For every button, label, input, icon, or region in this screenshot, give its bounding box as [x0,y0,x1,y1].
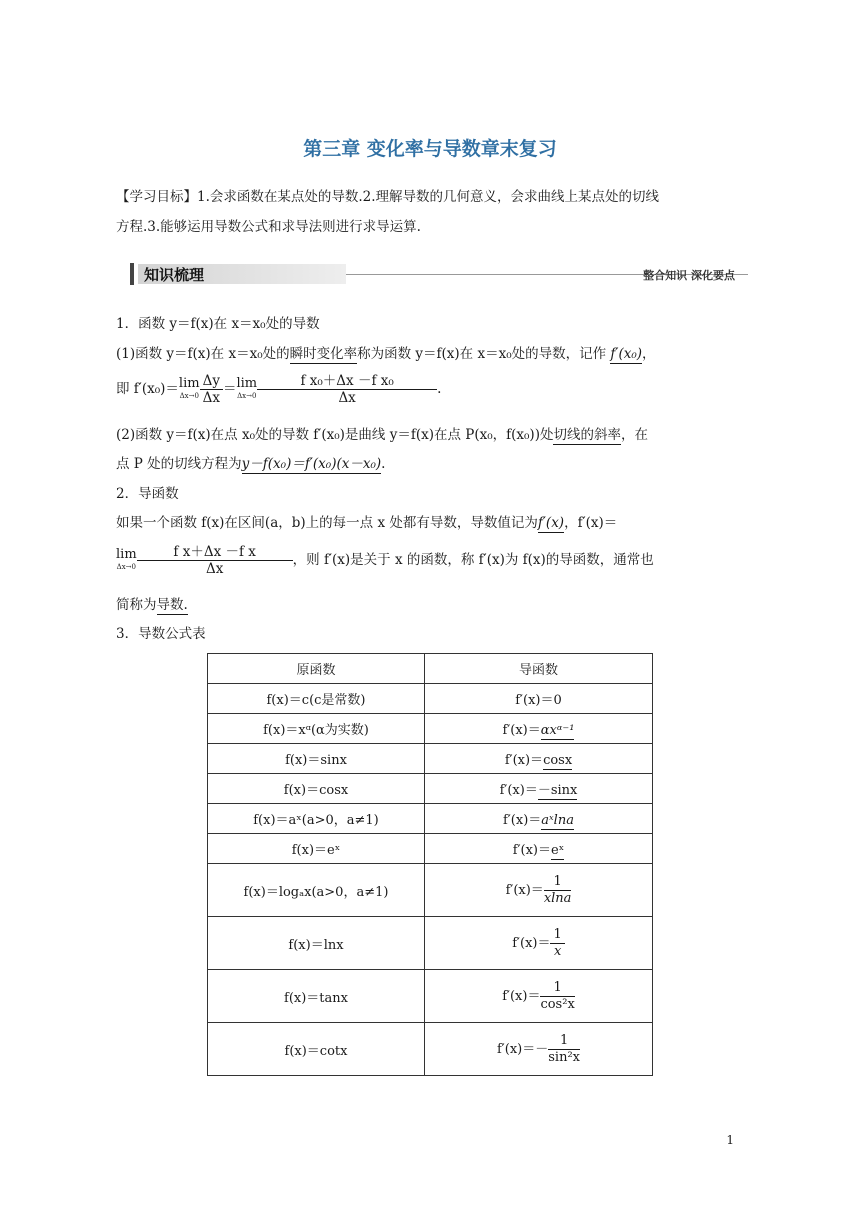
table-row [208,804,653,834]
learning-goals-label: 【学习目标】 [116,189,197,205]
table-header-cell: 导函数 [425,654,653,684]
derivative-prefix: f′(x)＝ [504,753,544,768]
fraction-denominator: xlna [543,890,572,906]
derivative-cell [425,684,653,714]
fraction-numerator: 1 [540,980,574,997]
table-row [208,864,653,917]
frac2-num: f x₀＋Δx －f x₀ [257,373,437,390]
banner-bar [130,263,134,285]
lim-3 [116,546,137,573]
derivative-prefix: f′(x)＝ [499,783,538,798]
table-row [208,744,653,774]
derivative-answer: －sinx [537,783,578,798]
original-function-cell: f(x)＝lnx [208,917,425,970]
lim-3-word: lim [116,546,137,562]
s1-p2-eq: ＝ [222,381,237,397]
derivative-answer: αxᵅ⁻¹ [540,723,575,738]
frac1-den: Δx [202,390,220,406]
fraction-derivative-function [137,544,293,577]
fraction-numerator: 1 [544,874,572,891]
s1-para3 [116,425,648,445]
s1-p4-underline: y－f(x₀)＝f′(x₀)(x－x₀) [241,456,382,472]
lim-3-cond: Δx→0 [116,562,136,571]
table-row [208,834,653,864]
derivative-prefix: f′(x)＝0 [515,693,562,708]
fraction-denominator: cos²x [540,996,575,1012]
fraction-dy-dx [200,373,223,406]
table-row [208,970,653,1023]
derivative-cell [425,744,653,774]
derivative-cell [425,834,653,864]
table-row [208,774,653,804]
table-row [208,917,653,970]
frac2-den: Δx [338,390,356,406]
s3-heading: 3．导数公式表 [116,626,206,642]
s2-para2 [116,542,654,578]
s1-p1-end: ， [642,346,656,362]
page-number: 1 [726,1133,734,1147]
s1-p2-a: 即 f′(x₀)＝ [116,381,179,397]
s1-para4 [116,454,385,474]
fraction-difference-quotient [257,373,437,406]
s1-p3-a: (2)函数 y＝f(x)在点 x₀处的导数 f′(x₀)是曲线 y＝f(x)在点 P(x₀，f(x₀))处 [116,427,554,443]
original-function-cell: f(x)＝tanx [208,970,425,1023]
derivative-prefix: f′(x)＝－ [497,1041,549,1057]
banner-label: 知识梳理 [144,266,205,284]
original-function-cell: f(x)＝cotx [208,1023,425,1076]
s1-p1-answer: f′(x₀) [610,346,643,362]
s1-p4-end: . [381,456,386,472]
lim-2-word: lim [236,375,258,391]
original-function-cell: f(x)＝cosx [208,774,425,804]
frac3-den: Δx [205,561,224,577]
fraction-numerator: 1 [550,927,564,944]
original-function-cell: f(x)＝c(c是常数) [208,684,425,714]
derivative-answer: cosx [543,753,573,768]
derivative-prefix: f′(x)＝ [512,935,551,951]
s2-heading: 2．导函数 [116,486,179,502]
s1-p1-underline: 瞬时变化率 [289,346,358,362]
frac1-num: Δy [200,373,223,390]
derivative-answer: eˣ [551,843,565,858]
learning-goals-line1 [116,187,659,207]
derivative-fraction [550,927,564,960]
derivative-answer: aˣlna [541,813,574,828]
original-function-cell: f(x)＝eˣ [208,834,425,864]
lim-1-cond: Δx→0 [179,391,199,400]
s1-p2-end: . [437,381,442,397]
table-row [208,1023,653,1076]
banner-right-text: 整合知识 深化要点 [643,269,735,282]
derivative-fraction [548,1033,580,1066]
derivative-prefix: f′(x)＝ [502,988,541,1004]
lim-1-word: lim [178,375,200,391]
s1-p4-a: 点 P 处的切线方程为 [116,456,242,472]
s1-p3-underline: 切线的斜率 [553,427,621,443]
derivative-fraction [540,980,574,1013]
derivative-cell [425,714,653,744]
derivative-fraction [544,874,572,907]
learning-goals-line2: 方程.3.能够运用导数公式和求导法则进行求导运算. [116,219,421,235]
fraction-denominator: sin²x [548,1049,580,1065]
derivative-cell [425,970,653,1023]
derivative-cell [425,804,653,834]
original-function-cell: f(x)＝sinx [208,744,425,774]
derivative-cell [425,864,653,917]
s2-para1 [116,513,617,533]
fraction-numerator: 1 [548,1033,580,1050]
page-title: 第三章 变化率与导数章末复习 [303,138,557,160]
original-function-cell: f(x)＝xᵅ(α为实数) [208,714,425,744]
derivative-cell [425,917,653,970]
s1-p1-b: 称为函数 y＝f(x)在 x＝x₀处的导数，记作 [357,346,607,362]
derivative-prefix: f′(x)＝ [512,843,552,858]
fraction-denominator: x [553,943,562,959]
s2-para3 [116,595,188,615]
derivative-formula-table [207,653,653,1076]
s2-p3-a: 简称为 [116,597,157,613]
s2-p1-b: ，f′(x)＝ [564,515,618,531]
lim-2 [236,375,258,402]
lim-2-cond: Δx→0 [237,391,257,400]
section-banner [130,261,735,287]
derivative-prefix: f′(x)＝ [502,723,541,738]
frac3-num: f x＋Δx －f x [137,544,293,561]
derivative-prefix: f′(x)＝ [505,882,544,898]
original-function-cell: f(x)＝aˣ(a>0，a≠1) [208,804,425,834]
table-header-cell: 原函数 [208,654,425,684]
s1-para2 [116,371,441,407]
s2-p2-b: ，则 f′(x)是关于 x 的函数，称 f′(x)为 f(x)的导函数，通常也 [292,552,654,568]
table-row [208,684,653,714]
derivative-cell [425,1023,653,1076]
s2-p1-underline: f′(x) [537,515,565,531]
s1-p3-b: ，在 [620,427,648,443]
derivative-cell [425,774,653,804]
table-row [208,714,653,744]
s1-para1 [116,344,656,364]
table-header-row [208,654,653,684]
s2-p1-a: 如果一个函数 f(x)在区间(a，b)上的每一点 x 处都有导数，导数值记为 [116,515,538,531]
s2-p3-underline: 导数. [156,597,188,613]
derivative-prefix: f′(x)＝ [503,813,542,828]
s1-p1-a: (1)函数 y＝f(x)在 x＝x₀处的 [116,346,290,362]
learning-goals-text1: 1.会求函数在某点处的导数.2.理解导数的几何意义，会求曲线上某点处的切线 [197,189,660,205]
lim-1 [178,375,200,402]
s1-heading: 1．函数 y＝f(x)在 x＝x₀处的导数 [116,316,320,332]
original-function-cell: f(x)＝logₐx(a>0，a≠1) [208,864,425,917]
